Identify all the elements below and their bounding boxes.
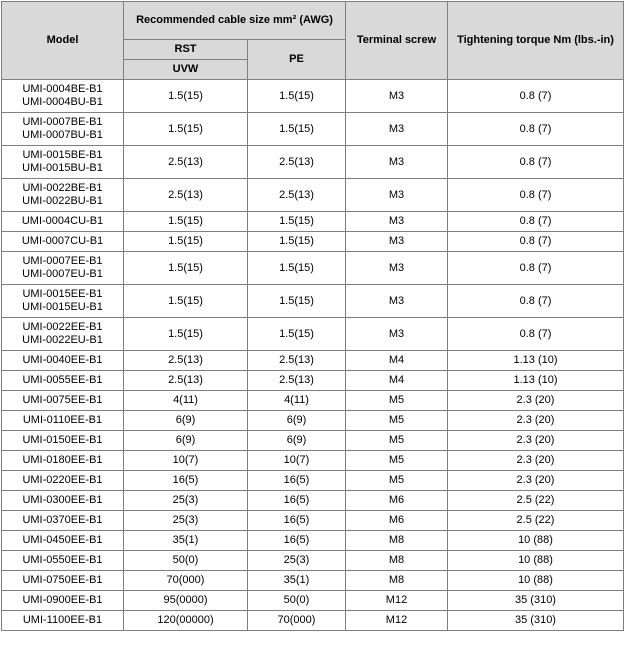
rst-uvw-cable-cell: 1.5(15) (124, 285, 248, 318)
header-torque-line1: Tightening torque Nm (457, 34, 572, 46)
table-body (2, 80, 624, 631)
table-row (2, 611, 624, 631)
terminal-screw-cell: M5 (346, 431, 448, 451)
torque-cell: 0.8 (7) (448, 285, 624, 318)
terminal-screw-cell: M12 (346, 591, 448, 611)
model-cell (2, 252, 124, 285)
rst-uvw-cable-cell: 50(0) (124, 551, 248, 571)
table-row (2, 431, 624, 451)
rst-uvw-cable-cell: 35(1) (124, 531, 248, 551)
terminal-screw-cell: M3 (346, 232, 448, 252)
rst-uvw-cable-cell: 25(3) (124, 491, 248, 511)
pe-cable-cell: 16(5) (248, 531, 346, 551)
terminal-screw-cell: M8 (346, 551, 448, 571)
model-cell (2, 531, 124, 551)
table-row (2, 451, 624, 471)
terminal-screw-cell: M5 (346, 391, 448, 411)
table-row (2, 391, 624, 411)
rst-uvw-cable-cell: 25(3) (124, 511, 248, 531)
torque-cell: 0.8 (7) (448, 212, 624, 232)
table-row (2, 531, 624, 551)
model-cell (2, 391, 124, 411)
table-row (2, 511, 624, 531)
pe-cable-cell: 16(5) (248, 491, 346, 511)
table-row (2, 232, 624, 252)
rst-uvw-cable-cell: 6(9) (124, 431, 248, 451)
torque-cell: 0.8 (7) (448, 146, 624, 179)
table-row (2, 285, 624, 318)
torque-cell: 35 (310) (448, 591, 624, 611)
table-row (2, 212, 624, 232)
model-name: UMI-0075EE-B1 (22, 394, 103, 406)
pe-cable-cell: 1.5(15) (248, 113, 346, 146)
table-row (2, 351, 624, 371)
pe-cable-cell: 25(3) (248, 551, 346, 571)
header-cable-size-line2: (AWG) (299, 14, 333, 26)
model-cell (2, 146, 124, 179)
model-name: UMI-0040EE-B1 (22, 354, 103, 366)
model-name: UMI-0007EE-B1 (22, 255, 103, 267)
terminal-screw-cell: M6 (346, 491, 448, 511)
model-cell (2, 212, 124, 232)
pe-cable-cell: 50(0) (248, 591, 346, 611)
header-cable-size (124, 2, 346, 40)
model-name: UMI-0550EE-B1 (22, 554, 103, 566)
model-cell (2, 371, 124, 391)
model-name: UMI-0300EE-B1 (22, 494, 103, 506)
torque-cell: 0.8 (7) (448, 80, 624, 113)
terminal-screw-cell: M5 (346, 471, 448, 491)
pe-cable-cell: 2.5(13) (248, 146, 346, 179)
header-model: Model (2, 2, 124, 80)
model-name: UMI-0015BU-B1 (22, 162, 103, 174)
table-row (2, 551, 624, 571)
model-cell (2, 451, 124, 471)
rst-uvw-cable-cell: 2.5(13) (124, 371, 248, 391)
pe-cable-cell: 6(9) (248, 431, 346, 451)
model-name: UMI-0004BE-B1 (22, 83, 103, 95)
terminal-screw-cell: M3 (346, 80, 448, 113)
table-row (2, 146, 624, 179)
pe-cable-cell: 1.5(15) (248, 212, 346, 232)
terminal-screw-cell: M3 (346, 179, 448, 212)
pe-cable-cell: 1.5(15) (248, 252, 346, 285)
torque-cell: 0.8 (7) (448, 318, 624, 351)
model-cell (2, 232, 124, 252)
torque-cell: 0.8 (7) (448, 179, 624, 212)
model-name: UMI-0022EU-B1 (22, 334, 103, 346)
terminal-screw-cell: M3 (346, 146, 448, 179)
torque-cell: 2.3 (20) (448, 471, 624, 491)
model-name: UMI-0004BU-B1 (22, 96, 103, 108)
torque-cell: 2.3 (20) (448, 391, 624, 411)
rst-uvw-cable-cell: 1.5(15) (124, 252, 248, 285)
torque-cell: 2.3 (20) (448, 431, 624, 451)
cable-spec-table (1, 1, 624, 631)
model-cell (2, 491, 124, 511)
rst-uvw-cable-cell: 6(9) (124, 411, 248, 431)
terminal-screw-cell: M3 (346, 318, 448, 351)
header-pe: PE (248, 40, 346, 80)
terminal-screw-cell: M4 (346, 351, 448, 371)
model-name: UMI-0450EE-B1 (22, 534, 103, 546)
rst-uvw-cable-cell: 1.5(15) (124, 318, 248, 351)
model-name: UMI-0015EE-B1 (22, 288, 103, 300)
torque-cell: 1.13 (10) (448, 371, 624, 391)
pe-cable-cell: 16(5) (248, 471, 346, 491)
model-name: UMI-0220EE-B1 (22, 474, 103, 486)
pe-cable-cell: 6(9) (248, 411, 346, 431)
header-terminal-line1: Terminal (356, 34, 402, 46)
rst-uvw-cable-cell: 4(11) (124, 391, 248, 411)
model-cell (2, 471, 124, 491)
table-row (2, 318, 624, 351)
model-name: UMI-0110EE-B1 (22, 414, 103, 426)
model-cell (2, 431, 124, 451)
table-row (2, 80, 624, 113)
terminal-screw-cell: M5 (346, 411, 448, 431)
model-name: UMI-0007BE-B1 (22, 116, 103, 128)
terminal-screw-cell: M3 (346, 113, 448, 146)
model-name: UMI-0022BU-B1 (22, 195, 103, 207)
terminal-screw-cell: M8 (346, 531, 448, 551)
model-name: UMI-0900EE-B1 (22, 594, 103, 606)
terminal-screw-cell: M3 (346, 212, 448, 232)
torque-cell: 0.8 (7) (448, 252, 624, 285)
terminal-screw-cell: M8 (346, 571, 448, 591)
terminal-screw-cell: M12 (346, 611, 448, 631)
table-row (2, 371, 624, 391)
pe-cable-cell: 35(1) (248, 571, 346, 591)
terminal-screw-cell: M3 (346, 252, 448, 285)
model-name: UMI-0055EE-B1 (22, 374, 103, 386)
table-row (2, 179, 624, 212)
model-name: UMI-0180EE-B1 (22, 454, 103, 466)
pe-cable-cell: 1.5(15) (248, 318, 346, 351)
torque-cell: 2.5 (22) (448, 491, 624, 511)
pe-cable-cell: 1.5(15) (248, 232, 346, 252)
model-cell (2, 411, 124, 431)
rst-uvw-cable-cell: 1.5(15) (124, 80, 248, 113)
header-terminal-line2: screw (404, 34, 437, 46)
table-row (2, 113, 624, 146)
terminal-screw-cell: M4 (346, 371, 448, 391)
header-uvw: UVW (124, 60, 248, 80)
pe-cable-cell: 1.5(15) (248, 80, 346, 113)
rst-uvw-cable-cell: 70(000) (124, 571, 248, 591)
table-row (2, 411, 624, 431)
pe-cable-cell: 16(5) (248, 511, 346, 531)
torque-cell: 35 (310) (448, 611, 624, 631)
header-torque-line2: (lbs.-in) (574, 34, 614, 46)
rst-uvw-cable-cell: 1.5(15) (124, 212, 248, 232)
table-row (2, 252, 624, 285)
rst-uvw-cable-cell: 2.5(13) (124, 146, 248, 179)
model-cell (2, 80, 124, 113)
torque-cell: 0.8 (7) (448, 113, 624, 146)
rst-uvw-cable-cell: 1.5(15) (124, 113, 248, 146)
rst-uvw-cable-cell: 2.5(13) (124, 351, 248, 371)
torque-cell: 10 (88) (448, 531, 624, 551)
pe-cable-cell: 4(11) (248, 391, 346, 411)
table-row (2, 491, 624, 511)
rst-uvw-cable-cell: 120(00000) (124, 611, 248, 631)
torque-cell: 10 (88) (448, 551, 624, 571)
header-terminal-screw (346, 2, 448, 80)
pe-cable-cell: 2.5(13) (248, 351, 346, 371)
header-rst: RST (124, 40, 248, 60)
rst-uvw-cable-cell: 10(7) (124, 451, 248, 471)
terminal-screw-cell: M5 (346, 451, 448, 471)
header-cable-size-line1: Recommended cable size mm² (136, 14, 297, 26)
model-name: UMI-0007BU-B1 (22, 129, 103, 141)
model-name: UMI-0022EE-B1 (22, 321, 103, 333)
model-cell (2, 571, 124, 591)
model-name: UMI-0370EE-B1 (22, 514, 103, 526)
model-name: UMI-0015BE-B1 (22, 149, 103, 161)
model-cell (2, 351, 124, 371)
model-name: UMI-0022BE-B1 (22, 182, 103, 194)
model-name: UMI-1100EE-B1 (22, 614, 103, 626)
rst-uvw-cable-cell: 16(5) (124, 471, 248, 491)
table-row (2, 571, 624, 591)
model-name: UMI-0150EE-B1 (22, 434, 103, 446)
header-tightening-torque (448, 2, 624, 80)
torque-cell: 1.13 (10) (448, 351, 624, 371)
terminal-screw-cell: M6 (346, 511, 448, 531)
rst-uvw-cable-cell: 95(0000) (124, 591, 248, 611)
model-cell (2, 318, 124, 351)
model-name: UMI-0007EU-B1 (22, 268, 103, 280)
terminal-screw-cell: M3 (346, 285, 448, 318)
model-cell (2, 591, 124, 611)
torque-cell: 10 (88) (448, 571, 624, 591)
torque-cell: 2.5 (22) (448, 511, 624, 531)
pe-cable-cell: 2.5(13) (248, 179, 346, 212)
torque-cell: 0.8 (7) (448, 232, 624, 252)
model-cell (2, 179, 124, 212)
model-cell (2, 551, 124, 571)
table-row (2, 591, 624, 611)
torque-cell: 2.3 (20) (448, 451, 624, 471)
pe-cable-cell: 1.5(15) (248, 285, 346, 318)
model-name: UMI-0750EE-B1 (22, 574, 103, 586)
model-cell (2, 285, 124, 318)
pe-cable-cell: 10(7) (248, 451, 346, 471)
model-cell (2, 511, 124, 531)
rst-uvw-cable-cell: 2.5(13) (124, 179, 248, 212)
pe-cable-cell: 2.5(13) (248, 371, 346, 391)
rst-uvw-cable-cell: 1.5(15) (124, 232, 248, 252)
model-name: UMI-0007CU-B1 (21, 235, 104, 247)
model-name: UMI-0015EU-B1 (22, 301, 103, 313)
table-row (2, 471, 624, 491)
model-cell (2, 113, 124, 146)
torque-cell: 2.3 (20) (448, 411, 624, 431)
model-cell (2, 611, 124, 631)
model-name: UMI-0004CU-B1 (21, 215, 104, 227)
pe-cable-cell: 70(000) (248, 611, 346, 631)
